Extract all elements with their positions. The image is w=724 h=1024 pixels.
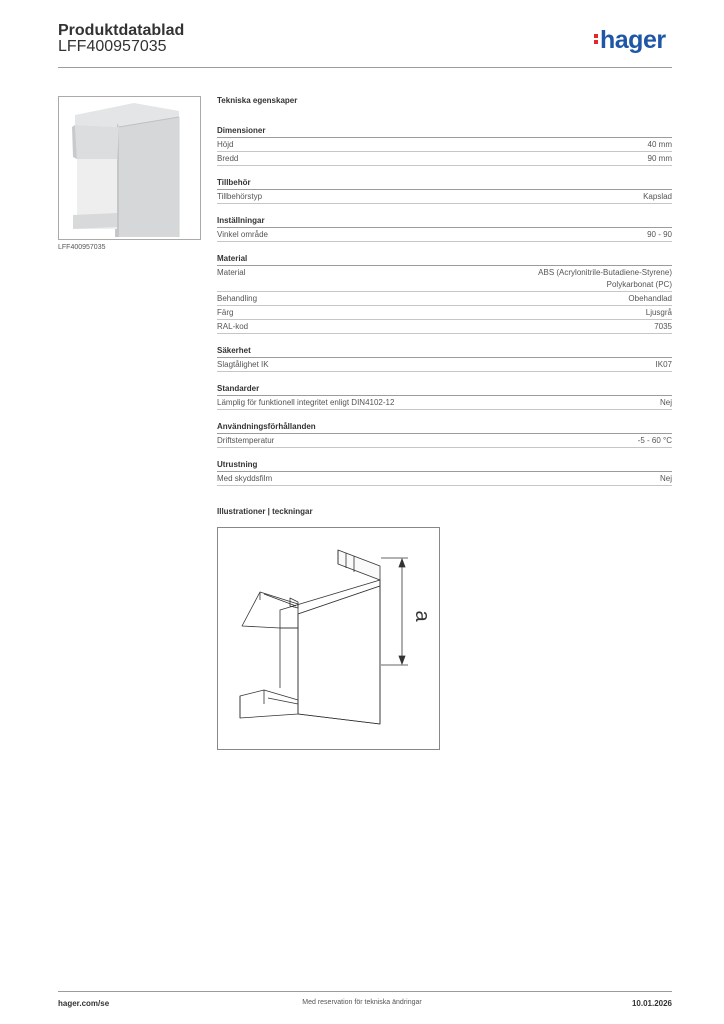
illustrations-title: Illustrationer | teckningar [217,507,313,516]
spec-value: 40 mm [647,140,672,149]
product-photo [58,96,201,240]
spec-label: Vinkel område [217,230,268,239]
spec-section-standarder [217,383,672,410]
spec-value: Ljusgrå [645,308,672,317]
spec-section-sakerhet [217,345,672,372]
spec-label: Material [217,268,246,277]
spec-row [217,396,672,410]
spec-row [217,228,672,242]
spec-value: Nej [659,398,672,407]
document-title: Produktdatablad [58,22,185,39]
spec-section-dimensioner [217,125,672,166]
section-heading: Standarder [217,383,672,396]
spec-row [217,152,672,166]
spec-label: Med skyddsfilm [217,474,273,483]
product-photo-caption: LFF400957035 [58,244,106,251]
section-heading: Inställningar [217,215,672,228]
product-photo-image [59,97,200,239]
spec-label: Slagtålighet IK [217,360,269,369]
spec-label: Höjd [217,140,234,149]
technical-drawing [217,527,440,750]
spec-row [217,434,672,448]
spec-section-anvandningsforhallanden [217,421,672,448]
product-code: LFF400957035 [58,38,167,55]
spec-row [217,472,672,486]
spec-row [217,358,672,372]
header-divider [58,67,672,68]
flat-angle-drawing [218,528,439,749]
spec-value: 7035 [654,322,672,331]
footer-date: 10.01.2026 [631,999,672,1008]
logo-dots-icon [594,32,598,46]
spec-value: Kapslad [643,192,672,201]
spec-label: RAL-kod [217,322,249,331]
spec-label: Lämplig för funktionell integritet enligt DIN4102-12 [217,398,395,407]
spec-row [217,292,672,306]
spec-section-utrustning [217,459,672,486]
spec-value: Obehandlad [628,294,672,303]
spec-value: -5 - 60 °C [637,436,672,445]
spec-row [217,190,672,204]
spec-value: ABS (Acrylonitrile-Butadiene-Styrene) Polykarbonat (PC) [538,268,672,289]
spec-row [217,320,672,334]
dimension-label: a [411,610,433,622]
footer-notice: Med reservation för tekniska ändringar [302,999,422,1006]
footer-website-link[interactable]: hager.com/se [58,999,110,1008]
technical-specifications [217,96,672,497]
spec-label: Färg [217,308,234,317]
section-heading: Dimensioner [217,125,672,138]
section-heading: Användningsförhållanden [217,421,672,434]
spec-label: Behandling [217,294,258,303]
spec-value: 90 - 90 [647,230,672,239]
specifications-title: Tekniska egenskaper [217,96,298,105]
hager-logo[interactable] [594,26,666,55]
spec-section-installningar [217,215,672,242]
spec-value: IK07 [655,360,672,369]
spec-row [217,306,672,320]
section-heading: Säkerhet [217,345,672,358]
spec-section-material [217,253,672,334]
spec-section-tillbehor [217,177,672,204]
section-heading: Utrustning [217,459,672,472]
spec-label: Tillbehörstyp [217,192,263,201]
spec-row [217,266,672,292]
spec-label: Driftstemperatur [217,436,275,445]
spec-value: 90 mm [647,154,672,163]
logo-text: hager [600,26,666,54]
spec-row [217,138,672,152]
section-heading: Material [217,253,672,266]
footer-divider [58,991,672,992]
spec-value: Nej [659,474,672,483]
spec-label: Bredd [217,154,239,163]
section-heading: Tillbehör [217,177,672,190]
